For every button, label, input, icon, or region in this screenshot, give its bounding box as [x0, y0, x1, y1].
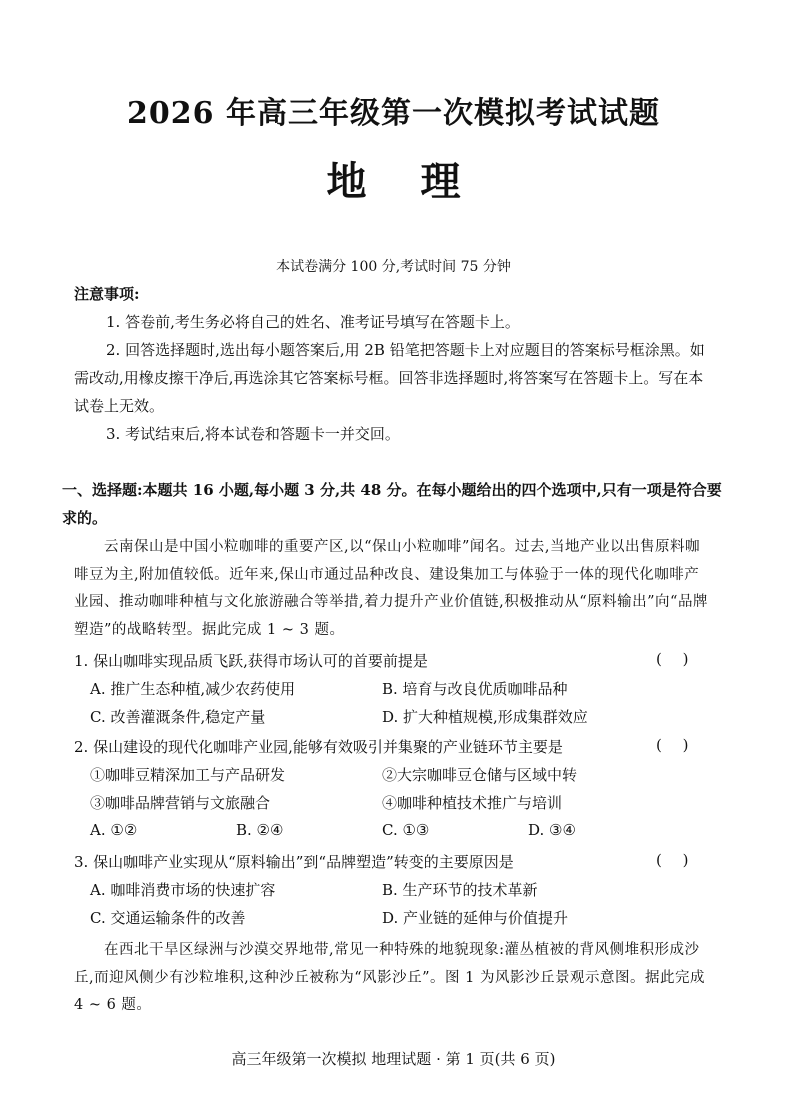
option-a: A. ①② — [90, 821, 138, 839]
option-a: A. 推广生态种植,减少农药使用 — [90, 680, 296, 698]
notice-item: 3. 考试结束后,将本试卷和答题卡一并交回。 — [106, 425, 400, 443]
question-stem: 1. 保山咖啡实现品质飞跃,获得市场认可的首要前提是 — [74, 652, 428, 670]
reading-passage: 在西北干旱区绿洲与沙漠交界地带,常见一种特殊的地貌现象:灌丛植被的背风侧堆积形成沙丘,而迎风侧少有沙粒堆积,这种沙丘被称为“风影沙丘”。图 1 为风影沙丘景观示意图。据此完成 4 ~ 6 题。 — [74, 942, 705, 1013]
option-d: D. ③④ — [528, 821, 576, 839]
option-d: D. 扩大种植规模,形成集群效应 — [382, 708, 588, 726]
reading-passage: 云南保山是中国小粒咖啡的重要产区,以“保山小粒咖啡”闻名。过去,当地产业以出售原料咖啡豆为主,附加值较低。近年来,保山市通过品种改良、建设集加工与体验于一体的现代化咖啡产业园、推动咖啡种植与文化旅游融合等举措,着力提升产业价值链,积极推动从“原料输出”向“品牌塑造”的战略转型。据此完成 1 ~ 3 题。 — [74, 539, 708, 638]
notice-item: 2. 回答选择题时,选出每小题答案后,用 2B 铅笔把答题卡上对应题目的答案标号框涂黑。如需改动,用橡皮擦干净后,再选涂其它答案标号框。回答非选择题时,将答案写在答题卡上。写在本试卷上无效。 — [74, 341, 705, 415]
section-heading: 一、选择题:本题共 16 小题,每小题 3 分,共 48 分。在每小题给出的四个选项中,只有一项是符合要求的。 — [62, 481, 722, 527]
statement-3: ③咖啡品牌营销与文旅融合 — [90, 794, 271, 812]
option-b: B. 培育与改良优质咖啡品种 — [382, 680, 568, 698]
statement-4: ④咖啡种植技术推广与培训 — [382, 794, 563, 812]
page-footer: 高三年级第一次模拟 地理试题 · 第 1 页(共 6 页) — [231, 1050, 556, 1068]
option-a: A. 咖啡消费市场的快速扩容 — [90, 881, 276, 899]
option-b: B. 生产环节的技术革新 — [382, 881, 538, 899]
notice-item: 1. 答卷前,考生务必将自己的姓名、准考证号填写在答题卡上。 — [106, 313, 520, 331]
statement-2: ②大宗咖啡豆仓储与区域中转 — [382, 766, 578, 784]
option-d: D. 产业链的延伸与价值提升 — [382, 909, 569, 927]
answer-bracket: ( ) — [656, 650, 689, 668]
statement-1: ①咖啡豆精深加工与产品研发 — [90, 766, 286, 784]
option-b: B. ②④ — [236, 821, 284, 839]
notice-title: 注意事项: — [74, 285, 140, 303]
exam-title: 2026 年高三年级第一次模拟考试试题 — [127, 96, 660, 131]
option-c: C. 改善灌溉条件,稳定产量 — [90, 708, 266, 726]
question-stem: 3. 保山咖啡产业实现从“原料输出”到“品牌塑造”转变的主要原因是 — [74, 853, 514, 871]
answer-bracket: ( ) — [656, 851, 689, 869]
exam-info: 本试卷满分 100 分,考试时间 75 分钟 — [276, 259, 511, 275]
question-stem: 2. 保山建设的现代化咖啡产业园,能够有效吸引并集聚的产业链环节主要是 — [74, 738, 563, 756]
option-c: C. 交通运输条件的改善 — [90, 909, 246, 927]
answer-bracket: ( ) — [656, 736, 689, 754]
option-c: C. ①③ — [382, 821, 430, 839]
subject-title: 地 理 — [326, 158, 461, 205]
